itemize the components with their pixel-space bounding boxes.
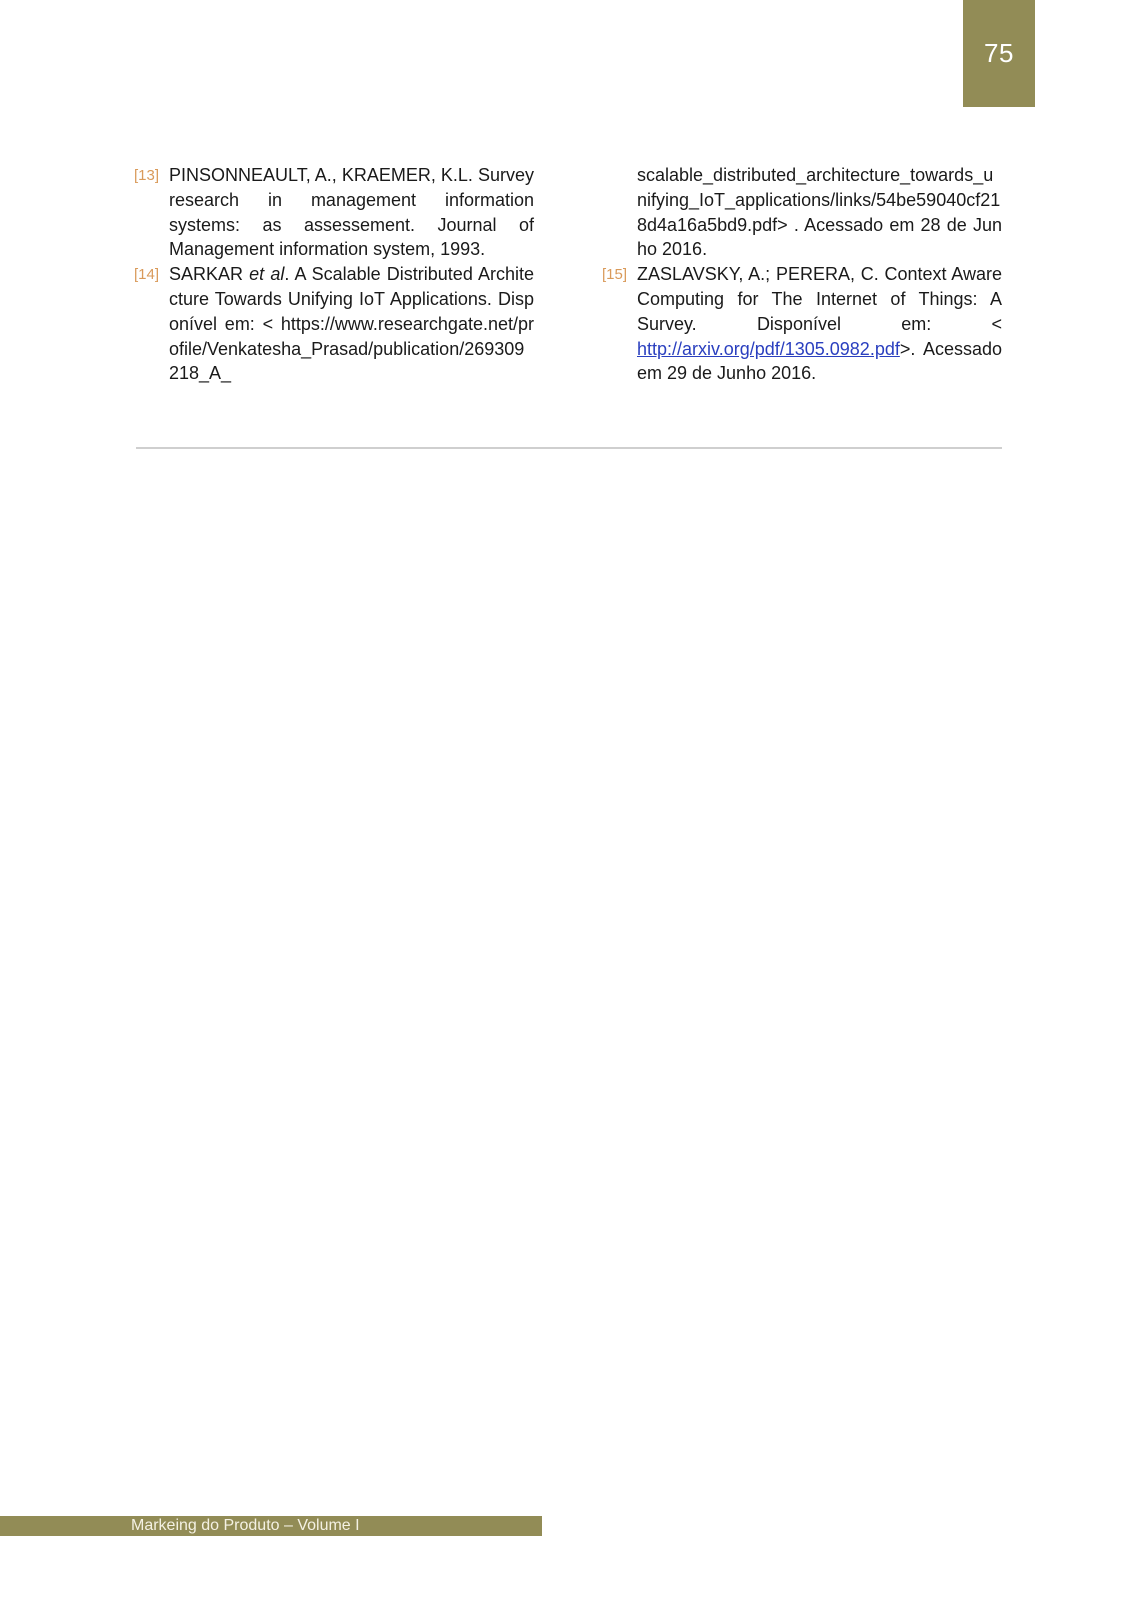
- reference-etal: et al: [249, 264, 285, 285]
- reference-13: [134, 163, 534, 262]
- reference-14: [134, 262, 534, 386]
- references-section: [134, 163, 1002, 386]
- page-number-badge: [963, 0, 1035, 107]
- divider: [136, 447, 1002, 449]
- right-column: [602, 163, 1002, 386]
- reference-access-date: >. Acessado em 29 de Junho 2016.: [637, 338, 1002, 384]
- reference-author: SARKAR: [169, 264, 244, 285]
- reference-15: [602, 262, 1002, 386]
- left-column: [134, 163, 534, 386]
- reference-number: [15]: [602, 266, 628, 284]
- page-number: 75: [984, 38, 1014, 68]
- reference-text: PINSONNEAULT, A., KRAEMER, K.L. Survey research in management information systems: as assessement. Journal of Management information system, 1993.: [169, 165, 534, 260]
- reference-text: . A Scalable Distributed Architecture Towards Unifying IoT Applications. Disponível em: < https://www.researchgate.net/profile/Venkatesha_Prasad/publication/269309218_A_: [169, 264, 534, 384]
- footer-bar: [0, 1516, 542, 1536]
- reference-text: ZASLAVSKY, A.; PERERA, C. Context Aware Computing for The Internet of Things: A Survey. Disponível em: <: [637, 264, 1002, 334]
- reference-number: [13]: [134, 167, 160, 184]
- reference-14-continuation: scalable_distributed_architecture_towards_unifying_IoT_applications/links/54be59040cf218d4a16a5bd9.pdf> . Acessado em 28 de Junho 2016.: [637, 165, 1002, 260]
- reference-number: [14]: [134, 266, 160, 284]
- footer-title: Markeing do Produto – Volume I: [131, 1517, 360, 1534]
- reference-link[interactable]: http://arxiv.org/pdf/1305.0982.pdf: [637, 338, 900, 359]
